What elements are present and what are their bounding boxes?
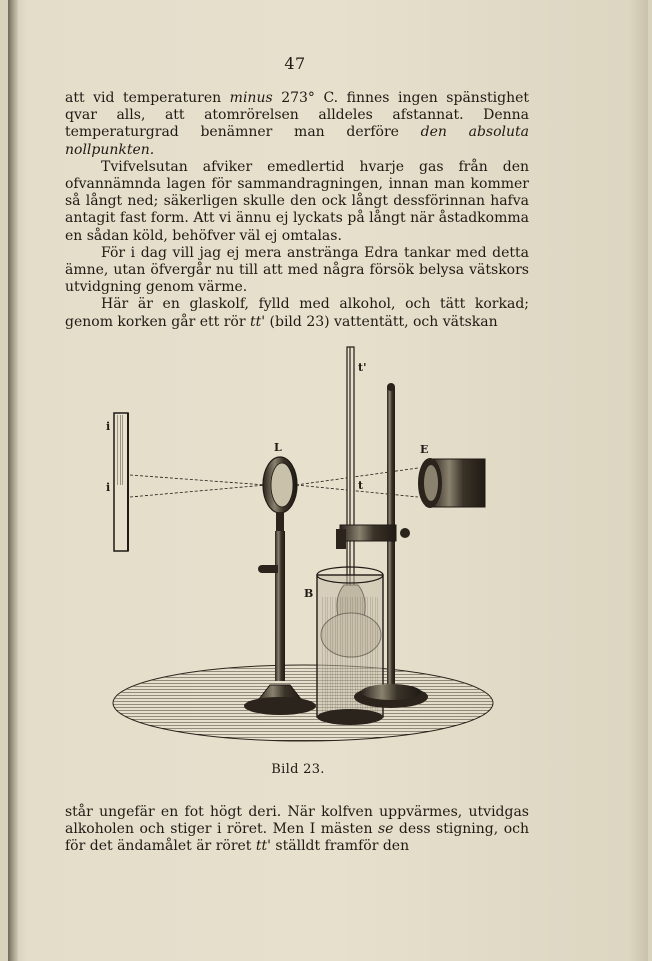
paragraph-2: Tvifvelsutan afviker emedlertid hvarje gas från den ofvannämnda lagen för sammandragningen, innan man kommer så långt ned; säkerligen skulle den ock långt dessförinnan hafva antagit fast form. Att vi ännu ej lyckats på långt när åstadkomma en sådan köld, behöfver väl ej omtalas. <box>65 158 529 244</box>
figure-bild-23 <box>100 335 500 750</box>
apparatus-engraving <box>100 335 500 750</box>
figure-caption: Bild 23. <box>271 762 325 777</box>
label-lens: L <box>274 441 282 454</box>
label-tube-top: t' <box>358 361 367 374</box>
body-text-bottom <box>65 804 529 856</box>
label-flask: B <box>304 587 314 600</box>
book-gutter <box>8 0 18 961</box>
paragraph-1: att vid temperaturen minus 273° C. finnes ingen spänstighet qvar alls, att atomrörelsen alldeles afstannat. Denna temperaturgrad benämner man derföre den absoluta nollpunkten. <box>65 90 529 158</box>
paragraph-4: Här är en glaskolf, fylld med alkohol, och tätt korkad; genom korken går ett rör tt' (bild 23) vattentätt, och vätskan <box>65 296 529 330</box>
body-text-top <box>65 90 529 331</box>
label-screen-bottom: i <box>106 481 111 494</box>
label-tube-mark: t <box>358 479 364 492</box>
lamp <box>418 458 485 508</box>
label-lamp: E <box>420 443 429 456</box>
paragraph-3: För i dag vill jag ej mera anstränga Edra tankar med detta ämne, utan öfvergår nu till att med några försök belysa vätskors utvidgning genom värme. <box>65 244 529 296</box>
paragraph-5: står ungefär en fot högt deri. När kolfven uppvärmes, utvidgas alkoholen och stiger i röret. Men I mästen se dess stigning, och för det ändamålet är röret tt' ställdt framför den <box>65 804 529 855</box>
projection-screen <box>114 413 128 551</box>
page-number: 47 <box>284 54 306 73</box>
label-screen-top: i <box>106 420 111 433</box>
